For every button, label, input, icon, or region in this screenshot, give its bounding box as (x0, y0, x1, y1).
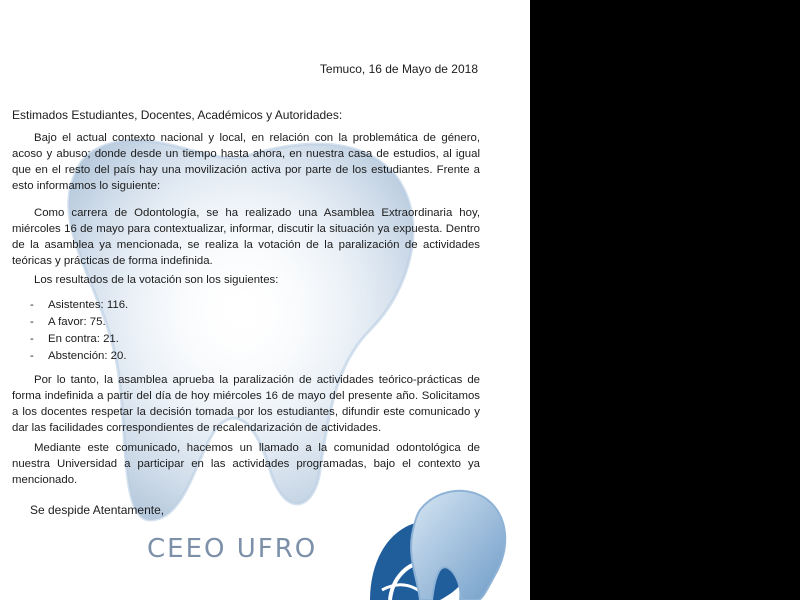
list-item (30, 297, 128, 314)
letter-closing: Se despide Atentamente, (30, 503, 165, 517)
result-asistentes: Asistentes: 116. (48, 299, 129, 311)
results-list (30, 297, 128, 365)
result-en-contra: En contra: 21. (48, 333, 119, 345)
list-item (30, 331, 128, 348)
paragraph-assembly: Como carrera de Odontología, se ha realizado una Asamblea Extraordinaria hoy, miércoles 16 de mayo para contextualizar, informar, discutir la situación ya expuesta. Dentro de la asamblea ya mencionada, se realiza la votación de la paralización de actividades teóricas y prácticas de forma indefinida. (12, 207, 480, 267)
bullet-marker: - (30, 299, 34, 311)
bullet-marker: - (30, 316, 34, 328)
tooth-logo-icon (360, 480, 530, 600)
paragraph-resolution: Por lo tanto, la asamblea aprueba la paralización de actividades teórico-prácticas de forma indefinida a partir del día de hoy miércoles 16 de mayo del presente año. Solicitamos a los docentes respetar la decisión tomada por los estudiantes, difundir este comunicado y dar las facilidades correspondientes de recalendarización de actividades. (12, 374, 480, 434)
bullet-marker: - (30, 333, 34, 345)
paragraph-context: Bajo el actual contexto nacional y local, en relación con la problemática de género, acoso y abuso; donde desde un tiempo hasta ahora, en nuestra casa de estudios, al igual que en el resto del país hay una movilización activa por parte de los estudiantes. Frente a esto informamos lo siguiente: (12, 132, 480, 192)
letter-date: Temuco, 16 de Mayo de 2018 (319, 62, 478, 76)
logo-text: CEEO UFRO (147, 534, 318, 564)
paragraph-call: Mediante este comunicado, hacemos un llamado a la comunidad odontológica de nuestra Universidad a participar en las actividades programadas, bajo el contexto ya mencionado. (12, 442, 480, 486)
list-item (30, 348, 128, 365)
letter-salutation: Estimados Estudiantes, Docentes, Académicos y Autoridades: (12, 108, 343, 122)
bullet-marker: - (30, 350, 34, 362)
list-item (30, 314, 128, 331)
result-a-favor: A favor: 75. (48, 316, 106, 328)
paragraph-results-intro: Los resultados de la votación son los siguientes: (34, 274, 279, 286)
result-abstencion: Abstención: 20. (48, 350, 127, 362)
